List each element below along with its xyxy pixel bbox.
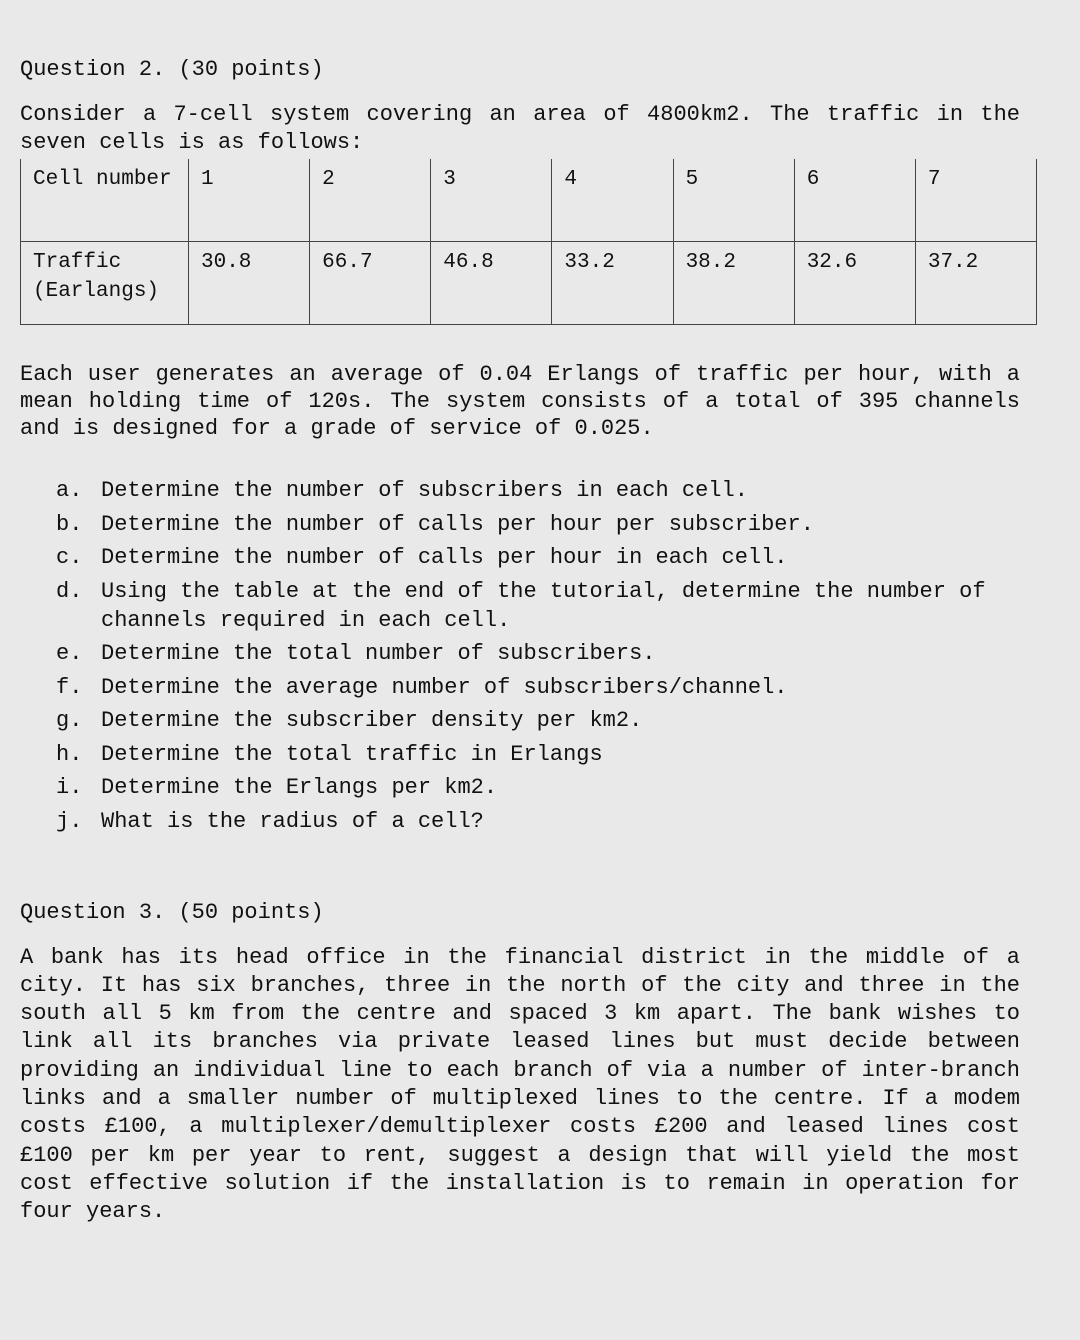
task-item: [56, 740, 1020, 769]
question-2-heading: Question 2. (30 points): [20, 57, 324, 82]
task-item: [56, 639, 1020, 668]
task-item: [56, 706, 1020, 735]
traffic-table: [20, 159, 1037, 325]
task-label: j.: [56, 808, 83, 834]
traffic-value: 38.2: [673, 242, 794, 325]
task-text: Determine the total traffic in Erlangs: [101, 741, 603, 767]
traffic-value: 30.8: [189, 242, 310, 325]
document-page: [20, 55, 1020, 1226]
traffic-header: Traffic (Earlangs): [21, 242, 189, 325]
question-2-task-list: [56, 476, 1020, 836]
cell-number: 6: [794, 159, 915, 242]
task-label: g.: [56, 708, 83, 733]
task-text: What is the radius of a cell?: [101, 808, 484, 834]
task-label: b.: [56, 511, 83, 537]
cell-number: 5: [673, 159, 794, 242]
traffic-value: 46.8: [431, 242, 552, 325]
task-label: c.: [56, 545, 83, 570]
task-item: [56, 807, 1020, 836]
task-text: Determine the number of calls per hour in each cell.: [101, 545, 788, 570]
task-item: [56, 673, 1020, 702]
cell-number: 2: [310, 159, 431, 242]
task-text: Determine the average number of subscribers/channel.: [101, 674, 788, 700]
task-item: [56, 510, 1020, 539]
traffic-value: 32.6: [794, 242, 915, 325]
traffic-value: 66.7: [310, 242, 431, 325]
question-3-heading: Question 3. (50 points): [20, 899, 324, 925]
task-item: [56, 476, 1020, 505]
task-label: h.: [56, 741, 83, 767]
task-text: Determine the number of subscribers in each cell.: [101, 478, 748, 503]
task-item: [56, 773, 1020, 802]
task-text: Using the table at the end of the tutorial, determine the number of channels required in each cell.: [101, 578, 986, 633]
cell-number: 3: [431, 159, 552, 242]
task-label: i.: [56, 775, 83, 800]
task-item: [56, 577, 1020, 635]
task-label: e.: [56, 641, 83, 666]
traffic-value: 33.2: [552, 242, 673, 325]
task-label: f.: [56, 674, 83, 700]
cell-number: 7: [915, 159, 1036, 242]
task-label: a.: [56, 478, 83, 503]
cell-number: 4: [552, 159, 673, 242]
task-label: d.: [56, 578, 83, 604]
task-text: Determine the total number of subscribers.: [101, 641, 656, 666]
question-3-body: A bank has its head office in the financial district in the middle of a city. It has six branches, three in the north of the city and three in the south all 5 km from the centre and spaced 3 km apart. The bank wishes to link all its branches via private leased lines but must decide between providing an individual line to each branch of via a number of inter-branch links and a smaller number of multiplexed lines to the centre. If a modem costs £100, a multiplexer/demultiplexer costs £200 and leased lines cost £100 per km per year to rent, suggest a design that will yield the most cost effective solution if the installation is to remain in operation for four years.: [20, 944, 1020, 1225]
task-text: Determine the subscriber density per km2.: [101, 708, 643, 733]
task-text: Determine the number of calls per hour per subscriber.: [101, 511, 814, 537]
cell-number: 1: [189, 159, 310, 242]
cell-number-row: [21, 159, 1037, 242]
question-2-description: Each user generates an average of 0.04 Erlangs of traffic per hour, with a mean holding time of 120s. The system consists of a total of 395 channels and is designed for a grade of service of 0.025.: [20, 362, 1020, 441]
question-2-intro: Consider a 7-cell system covering an area of 4800km2. The traffic in the seven cells is as follows:: [20, 102, 1020, 155]
task-text: Determine the Erlangs per km2.: [101, 775, 498, 800]
traffic-row: [21, 242, 1037, 325]
cell-number-header: Cell number: [21, 159, 189, 242]
traffic-value: 37.2: [915, 242, 1036, 325]
task-item: [56, 543, 1020, 572]
